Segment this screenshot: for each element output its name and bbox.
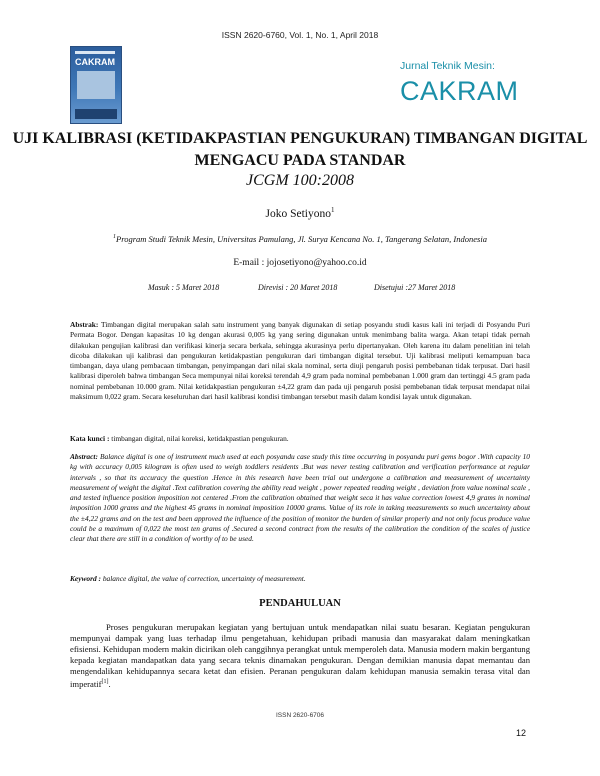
footer-issn: ISSN 2620-6706 xyxy=(275,712,325,719)
article-title: UJI KALIBRASI (KETIDAKPASTIAN PENGUKURAN) TIMBANGAN DIGITAL MENGACU PADA STANDAR xyxy=(12,130,588,169)
citation-ref: [1] xyxy=(101,679,109,685)
author-sup: 1 xyxy=(331,206,335,214)
keywords-english xyxy=(70,574,530,584)
keywords-indonesian xyxy=(70,434,530,444)
journal-name: CAKRAM xyxy=(400,76,519,106)
affiliation xyxy=(0,234,600,244)
keywords-en-label: Keyword : xyxy=(70,574,101,583)
cover-strip xyxy=(75,51,115,54)
journal-label: Jurnal Teknik Mesin: xyxy=(400,60,495,72)
article-subtitle: JCGM 100:2008 xyxy=(246,172,354,189)
abstract-en-label: Abstract: xyxy=(70,452,98,461)
date-received: Masuk : 5 Maret 2018 xyxy=(148,283,220,292)
section-body-end: . xyxy=(108,678,111,689)
page-number: 12 xyxy=(516,728,527,738)
abstract-id-label: Abstrak: xyxy=(70,320,99,329)
keywords-en-text: balance digital, the value of correction, uncertainty of measurement. xyxy=(102,574,306,583)
cover-footer xyxy=(75,109,117,119)
journal-cover-image xyxy=(70,46,122,124)
author-name-text: Joko Setiyono xyxy=(265,207,331,220)
keywords-id-text: timbangan digital, nilai koreksi, ketidakpastian pengukuran. xyxy=(111,434,289,443)
date-accepted: Disetujui :27 Maret 2018 xyxy=(374,283,456,292)
cover-title: CAKRAM xyxy=(75,57,115,67)
date-revised: Direvisi : 20 Maret 2018 xyxy=(258,283,338,292)
abstract-indonesian xyxy=(70,320,530,402)
abstract-english xyxy=(70,452,530,545)
keywords-id-label: Kata kunci : xyxy=(70,434,110,443)
cover-photo xyxy=(77,71,115,99)
abstract-id-text: Timbangan digital merupakan salah satu instrument yang banyak digunakan di setiap posyandu studi kasus kali ini terjadi di Posyandu Puri Permata Bogor. Dengan kapasitas 10 kg dengan akurasi 0,005 kg yang sering digunakan untuk menimbang balita warga. Akan tetapi tidak pernah dilakukan pengujian kalibrasi dan verifikasi kinerja secara berkala, sehingga akurasinya perlu dipertanyakan. Oleh karena itu dalam penelitian ini telah dicoba dilakukan uji kalibrasi dan pengukuran ketidakpastian pengukuran dari timbangan digital tersebut. Uji kalibrasi meliputi kemampuan baca timbangan, daya ulang pembacaan timbangan, penyimpangan dari nilai skala nominal, serta diuji pengaruh posisi pembebanan tidak terpusat. Dari hasil kalibrasi diperoleh bahwa timbangan Seca mempunyai nilai koreksi terendah 4,9 gram pada nominal pembebanan 1.000 gram dan tertinggi 4.5 gram pada nominal pembebanan 10.000 gram. Nilai ketidakpastian pengukuran ±4,22 gram dan pada uji pengaruh posisi pembebanan tidak terpusat mendapat nilai maksimum 0,022 gram. Secara keseluruhan dari hasil kalibrasi kondisi timbangan tersebut masih dalam kondisi layak untuk digunakan. xyxy=(70,320,530,402)
affiliation-text: Program Studi Teknik Mesin, Universitas Pamulang, Jl. Surya Kencana No. 1, Tangerang Selatan, Indonesia xyxy=(116,234,487,244)
author-name xyxy=(0,206,600,220)
section-body xyxy=(70,622,530,690)
abstract-en-text: Balance digital is one of instrument much used at each posyandu case study this time occurring in posyandu puri gems bogor .With capacity 10 kg with accuracy 0,005 kilogram is often used to weigh toddlers residents .But was never testing calibration and verification performance at regular intervals , so that its accuracy the question .Hence in this research have been trial out undergone a calibration and measurement of uncertainty measurement of weight the digital .Text calibration covering the ability read weight , power repeated reading weight , deviation from value nominal scale , and tested influence position imposition not centered .From the calibration obtained that weight seca it has value correction lowest 4,9 grams in nominal imposition 1000 grams and the highest 45 grams in nominal imposition 10000 grams. Value of its role in taking measurements so much uncertainty about the ±4,22 grams and on the test and been approved the influence of the position of monitor the burden of similar properly and not only focus produce value could be a maximum of 0,022 the most ten grams of .Secured a second contract from the results of the calibration the condition of the scales of justice clear that there are still in a condition of worthy of to be used. xyxy=(70,452,530,544)
section-body-text: Proses pengukuran merupakan kegiatan yang bertujuan untuk mendapatkan nilai suatu besaran. Kegiatan pengukuran mempunyai dampak yang luas terhadap ilmu pengetahuan, kehidupan pribadi manusia dan masyarakat dalam meningkatkan efisiensi. Kehidupan modern makin dicirikan oleh canggihnya perangkat untuk memperoleh data. Manusia modern makin bergantung kepada kegiatan mandapatkan data yang secara teknis dinamakan pengukuran. Dengan demikian manusia dapat memantau dan mengendalikan kehidupannya secara ketat dan efisien. Peranan pengukuran dalam kehidupan manusia semakin terasa vital dan imperatif xyxy=(70,622,530,689)
section-heading: PENDAHULUAN xyxy=(259,598,341,609)
author-email: E-mail : jojosetiyono@yahoo.co.id xyxy=(233,258,367,268)
affiliation-sup: 1 xyxy=(113,234,117,241)
header-issn: ISSN 2620-6760, Vol. 1, No. 1, April 2018 xyxy=(221,30,379,40)
